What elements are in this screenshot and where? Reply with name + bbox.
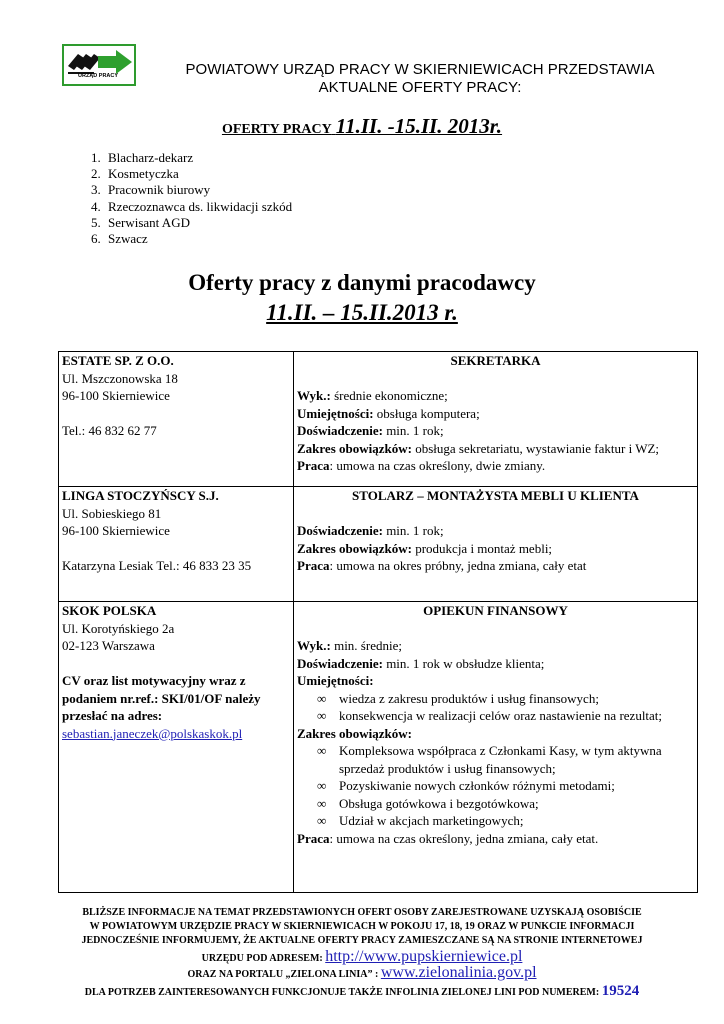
cv-instructions: CV oraz list motywacyjny wraz z podaniem nr.ref.: SKI/01/OF należy przesłać na adres: [62,673,261,723]
employer-cell [59,602,294,893]
table-row [59,487,698,602]
logo-caption: URZĄD PRACY [78,73,119,79]
offers-label: OFERTY PRACY [221,122,332,137]
employer-city: 96-100 Skierniewice [62,523,170,538]
table-row [59,352,698,487]
duties-list [297,742,694,830]
footer-line: ORAZ NA PORTALU „ZIELONA LINIA” : [187,969,379,980]
employer-name: ESTATE SP. Z O.O. [62,353,174,368]
employer-city: 02-123 Warszawa [62,638,155,653]
employer-address: Ul. Korotyńskiego 2a [62,620,175,636]
list-item: 6. Szwacz [104,231,292,247]
logo [62,44,136,86]
hotline-number: 19524 [601,983,640,999]
offer-education: Wyk.: min. średnie; [297,638,402,653]
website-link[interactable]: http://www.pupskierniewice.pl [325,948,523,965]
position-title: STOLARZ – MONTAŻYSTA MEBLI U KLIENTA [352,488,639,503]
footer-line: DLA POTRZEB ZAINTERESOWANYCH FUNKCJONUJE TAKŻE INFOLINIA ZIELONEJ LINI POD NUMEREM: [84,987,600,998]
footer-line: W POWIATOWYM URZĘDZIE PRACY W SKIERNIEWICACH W POKOJU 17, 18, 19 ORAZ W PUNKCIE INFORMACJI [89,921,635,932]
offer-duties: Zakres obowiązków: obsługa sekretariatu, wystawianie faktur i WZ; [297,440,660,456]
list-item: ∞ wiedza z zakresu produktów i usług finansowych; [317,690,694,708]
footer-line: JEDNOCZEŚNIE INFORMUJEMY, ŻE AKTUALNE OFERTY PRACY ZAMIESZCZANE SĄ NA STRONIE INTERNETOWEJ [81,935,643,946]
offers-dates: 11.II. -15.II. 2013r. [335,114,503,138]
jobs-list [80,150,292,247]
list-item: 1. Blacharz-dekarz [104,150,292,166]
position-title: OPIEKUN FINANSOWY [423,603,568,618]
list-item: 5. Serwisant AGD [104,215,292,231]
duties-heading: Zakres obowiązków: [297,725,412,741]
employer-contact: Katarzyna Lesiak Tel.: 46 833 23 35 [62,558,252,573]
employer-name: SKOK POLSKA [62,603,157,618]
footer-line: URZĘDU POD ADRESEM: [201,953,323,964]
offer-cell [294,602,698,893]
offer-contract: Praca: umowa na czas określony, dwie zmiany. [297,458,546,473]
employer-cell [59,487,294,602]
offer-cell [294,487,698,602]
portal-link[interactable]: www.zielonalinia.gov.pl [380,964,537,981]
footer-info [30,906,694,1000]
header-line-2: AKTUALNE OFERTY PRACY: [318,79,522,96]
skills-list [297,690,694,725]
offer-experience: Doświadczenie: min. 1 rok; [297,523,444,538]
header-line-1: POWIATOWY URZĄD PRACY W SKIERNIEWICACH PRZEDSTAWIA [185,61,655,78]
list-item: ∞ Pozyskiwanie nowych członków różnymi metodami; [317,777,694,795]
section-title: Oferty pracy z danymi pracodawcy [188,270,536,295]
offer-cell [294,352,698,487]
offer-experience: Doświadczenie: min. 1 rok; [297,423,444,438]
employer-address: Ul. Sobieskiego 81 [62,505,162,521]
position-title: SEKRETARKA [450,353,541,368]
employer-city: 96-100 Skierniewice [62,388,170,403]
list-item: 3. Pracownik biurowy [104,182,292,198]
list-item: ∞ Kompleksowa współpraca z Członkami Kasy, w tym aktywna sprzedaż produktów i usług finansowych; [317,742,694,777]
section-dates: 11.II. – 15.II.2013 r. [266,300,458,325]
list-item: 2. Kosmetyczka [104,166,292,182]
email-link[interactable]: sebastian.janeczek@polskaskok.pl [62,725,243,741]
skills-heading: Umiejętności: [297,673,374,688]
list-item: ∞ Udział w akcjach marketingowych; [317,812,694,830]
table-row [59,602,698,893]
footer-line: BLIŻSZE INFORMACJE NA TEMAT PRZEDSTAWIONYCH OFERT OSOBY ZAREJESTROWANE UZYSKAJĄ OSOBIŚCIE [82,907,642,918]
offer-experience: Doświadczenie: min. 1 rok w obsłudze klienta; [297,655,545,671]
offer-contract: Praca: umowa na czas określony, jedna zmiana, cały etat. [297,830,599,846]
list-item: 4. Rzeczoznawca ds. likwidacji szkód [104,199,292,215]
offer-education: Wyk.: średnie ekonomiczne; [297,388,448,403]
list-item: ∞ konsekwencja w realizacji celów oraz nastawienie na rezultat; [317,707,694,725]
employer-address: Ul. Mszczonowska 18 [62,370,178,386]
employer-cell [59,352,294,487]
offer-duties: Zakres obowiązków: produkcja i montaż mebli; [297,540,553,556]
employer-contact: Tel.: 46 832 62 77 [62,423,157,438]
offers-period-title [0,114,724,139]
offer-contract: Praca: umowa na okres próbny, jedna zmiana, cały etat [297,558,587,573]
list-item: ∞ Obsługa gotówkowa i bezgotówkowa; [317,795,694,813]
employer-name: LINGA STOCZYŃSCY S.J. [62,488,219,503]
offer-skills: Umiejętności: obsługa komputera; [297,405,480,421]
offers-table [58,351,698,893]
